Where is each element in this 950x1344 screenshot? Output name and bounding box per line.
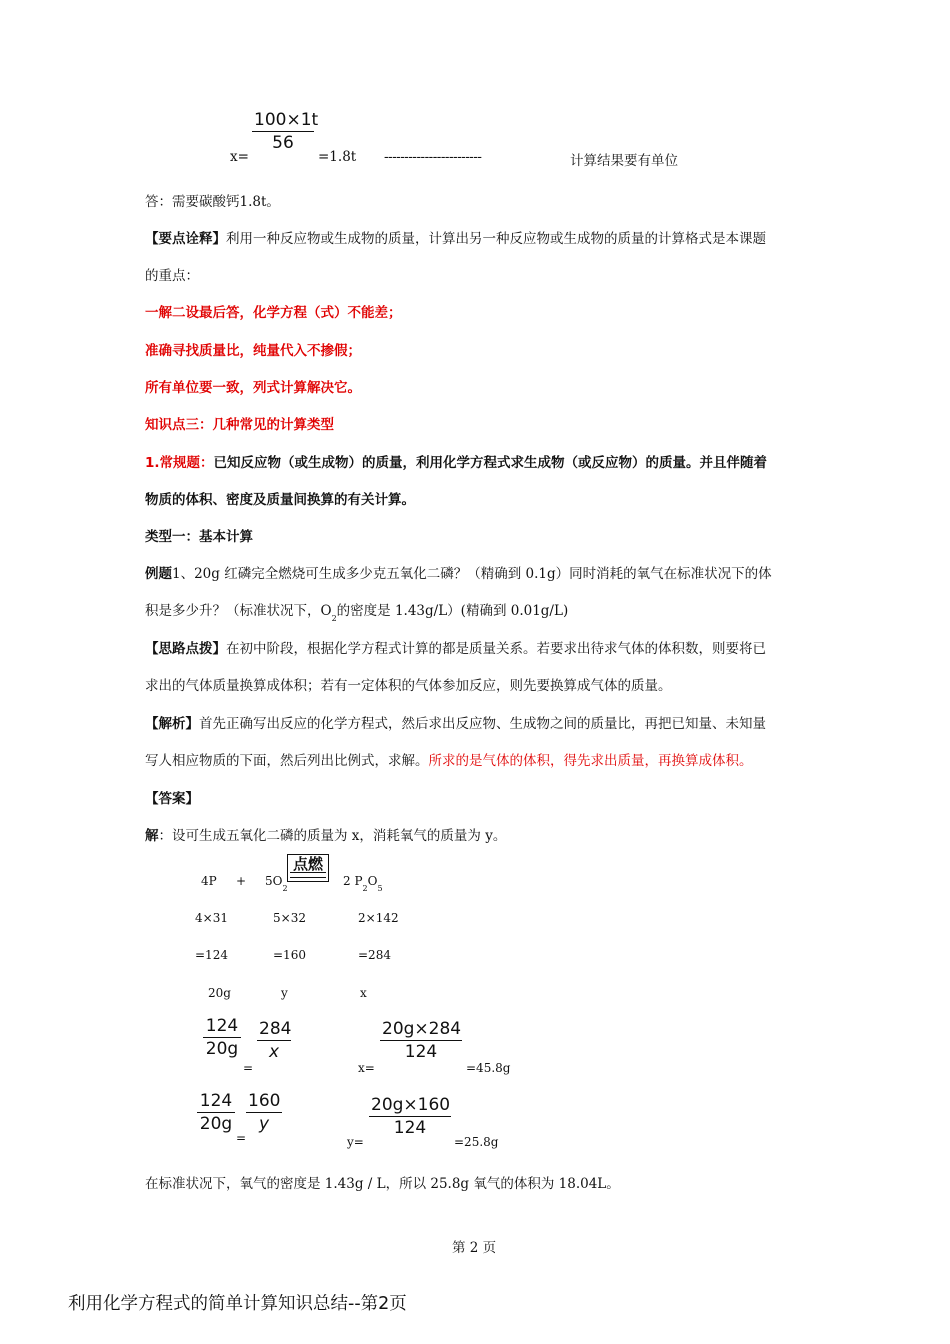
product-p-sub: 2 [362, 884, 368, 893]
calc-y-result: =25.8g [454, 1135, 499, 1149]
final-statement: 在标准状况下，氧气的密度是 1.43g / L，所以 25.8g 氧气的体积为 18.04L。 [145, 1176, 620, 1192]
analysis-highlight: 所求的是气体的体积，得先求出质量，再换算成体积。 [428, 753, 753, 769]
knowledge-point-3: 知识点三：几种常见的计算类型 [145, 417, 334, 433]
hint-text-2: 求出的气体质量换算成体积；若有一定体积的气体参加反应，则先要换算成气体的质量。 [145, 678, 672, 694]
example-text-2 [145, 599, 569, 623]
prop2-right-num: 160 [248, 1091, 281, 1111]
reactant-o2-sub: 2 [282, 884, 288, 893]
prop1-left-den: 20g [205, 1039, 239, 1059]
fraction-denominator: 56 [272, 133, 294, 153]
rule-line-1: 一解二设最后答，化学方程（式）不能差； [145, 305, 402, 321]
prop1-left [203, 1016, 241, 1059]
prop1-eq: = [243, 1061, 254, 1075]
top-fraction [252, 110, 319, 153]
dash-leader: ------------------------ [384, 149, 482, 165]
reactant-p: 4P [201, 874, 217, 888]
product-o-sub: 5 [377, 884, 383, 893]
reaction-arrow-lines [290, 872, 326, 878]
unit-note: 计算结果要有单位 [570, 153, 678, 169]
rule-line-2: 准确寻找质量比，纯量代入不掺假； [145, 343, 361, 359]
prop2-right [246, 1091, 282, 1134]
calc-x-fraction [380, 1019, 462, 1062]
x-equals: x= [230, 149, 249, 165]
product-o: O [367, 874, 378, 888]
val-o2: =160 [273, 948, 306, 962]
product-p2o5 [343, 874, 383, 893]
mult-o2: 5×32 [273, 911, 306, 925]
type1-text: 已知反应物（或生成物）的质量，利用化学方程式求生成物（或反应物）的质量。并且伴随着 [213, 455, 768, 471]
prop1-right-den: x [268, 1042, 280, 1062]
calc-y-den: 124 [393, 1118, 427, 1138]
solution-text: ：设可生成五氧化二磷的质量为 x，消耗氧气的质量为 y。 [158, 828, 507, 844]
calc-x-result: =45.8g [466, 1061, 511, 1075]
known-p: 20g [208, 986, 231, 1000]
key-points-text: 利用一种反应物或生成物的质量，计算出另一种反应物或生成物的质量的计算格式是本课题 [226, 231, 766, 247]
solution-label: 解 [145, 828, 159, 844]
calc-y-lhs: y= [347, 1135, 364, 1149]
calc-x-den: 124 [404, 1042, 438, 1062]
analysis-paragraph [145, 712, 766, 732]
prop1-right [257, 1019, 291, 1062]
hint-text: 在初中阶段，根据化学方程式计算的都是质量关系。若要求出待求气体的体积数，则要将已 [226, 641, 766, 657]
type1-paragraph [145, 451, 767, 471]
key-points-text-2: 的重点： [145, 268, 199, 284]
mult-p: 4×31 [195, 911, 228, 925]
product-p: 2 P [343, 874, 363, 888]
plus-sign: + [236, 874, 247, 888]
o2-subscript: 2 [331, 614, 337, 623]
answer-label: 【答案】 [145, 791, 199, 807]
result-value: =1.8t [318, 149, 357, 165]
prop2-left-num: 124 [199, 1091, 233, 1111]
val-p: =124 [195, 948, 228, 962]
analysis-text-2 [145, 749, 753, 769]
calc-x-lhs: x= [358, 1061, 375, 1075]
hint-paragraph [145, 637, 766, 657]
key-points-paragraph [145, 227, 766, 247]
example-label: 例题 [145, 566, 172, 582]
example-text: 1、20g 红磷完全燃烧可生成多少克五氧化二磷？（精确到 0.1g）同时消耗的氧气在标准状况下的体 [172, 566, 772, 582]
type1-text-2: 物质的体积、密度及质量间换算的有关计算。 [145, 492, 415, 508]
reactant-o2 [265, 874, 288, 893]
reactant-o2-symbol: 5O [265, 874, 283, 888]
prop2-left-den: 20g [199, 1114, 233, 1134]
mult-p2o5: 2×142 [358, 911, 399, 925]
calc-y-fraction [369, 1095, 451, 1138]
solution-line [145, 824, 506, 844]
known-p2o5: x [360, 986, 367, 1000]
example-paragraph [145, 562, 772, 582]
page-number: 第 2 页 [452, 1240, 497, 1256]
known-o2: y [281, 986, 288, 1000]
document-footer-title: 利用化学方程式的简单计算知识总结--第2页 [68, 1294, 407, 1314]
ignite-condition [287, 854, 329, 882]
prop1-right-num: 284 [259, 1019, 292, 1039]
hint-label: 【思路点拨】 [145, 641, 226, 657]
example-text-2b: 的密度是 1.43g/L）(精确到 0.01g/L) [336, 603, 569, 619]
ignite-condition-text: 点燃 [292, 855, 323, 873]
type1-label: 1.常规题： [145, 455, 214, 471]
calc-y-num: 20g×160 [371, 1095, 451, 1115]
rule-line-3: 所有单位要一致，列式计算解决它。 [145, 380, 361, 396]
category-heading: 类型一：基本计算 [145, 529, 253, 545]
analysis-label: 【解析】 [145, 716, 199, 732]
val-p2o5: =284 [358, 948, 391, 962]
analysis-text-2a: 写人相应物质的下面，然后列出比例式，求解。 [145, 753, 429, 769]
key-points-label: 【要点诠释】 [145, 231, 226, 247]
analysis-text: 首先正确写出反应的化学方程式，然后求出反应物、生成物之间的质量比，再把已知量、未知量 [199, 716, 766, 732]
calc-x-num: 20g×284 [382, 1019, 462, 1039]
fraction-numerator: 100×1t [254, 110, 319, 130]
example-text-2a: 积是多少升？（标准状况下，O [145, 603, 332, 619]
prop1-left-num: 124 [205, 1016, 239, 1036]
prop2-eq: = [236, 1131, 247, 1145]
prop2-right-den: y [258, 1114, 270, 1134]
prop2-left [197, 1091, 235, 1134]
answer-line: 答：需要碳酸钙1.8t。 [145, 194, 280, 210]
